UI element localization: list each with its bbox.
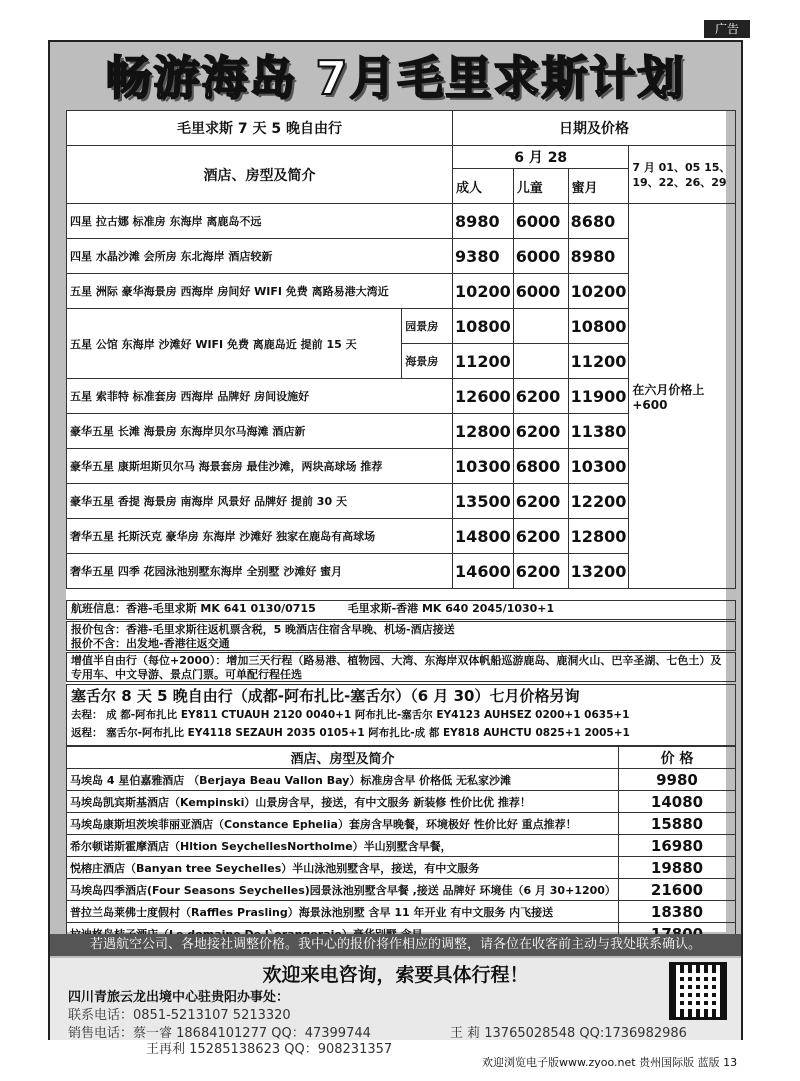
sey-hotel-desc: 希尔顿诺斯霍摩酒店（Hltion SeychellesNortholme）半山别墅含早餐，: [67, 835, 619, 857]
room-type-garden: 园景房: [402, 309, 453, 344]
july-note: 在六月价格上 +600: [629, 204, 736, 589]
sey-hotel-price: 14080: [619, 791, 736, 813]
sey-hotel-desc: 马埃岛四季酒店(Four Seasons Seychelles)园景泳池别墅含早餐 ,接送 品牌好 环境佳（6 月 30+1200）: [67, 879, 619, 901]
row-desc: 五星 索菲特 标准套房 西海岸 品牌好 房间设施好: [67, 379, 453, 414]
col-child: 儿童: [513, 169, 568, 204]
contact-phone: 联系电话：0851-5213107 5213320: [68, 1008, 291, 1023]
flight-info-back: 毛里求斯-香港 MK 640 2045/1030+1: [347, 602, 555, 615]
sey-hotel-desc: 马埃岛康斯坦茨埃菲丽亚酒店（Constance Ephelia）套房含早晚餐，环境极好 性价比好 重点推荐！: [67, 813, 619, 835]
honey-price: 10200: [568, 274, 629, 309]
honey-price: 8680: [568, 204, 629, 239]
mauritius-price-table: [66, 110, 736, 589]
child-price: 6000: [513, 204, 568, 239]
office-name: 四川青旅云龙出境中心驻贵阳办事处：: [68, 990, 290, 1005]
date-price-header: 日期及价格: [453, 111, 736, 146]
includes-text: 报价包含：香港-毛里求斯往返机票含税，5 晚酒店住宿含早晚、机场-酒店接送: [71, 623, 455, 636]
ad-frame: [48, 40, 743, 1057]
price-adjust-notice: 若遇航空公司、各地接社调整价格。我中心的报价将作相应的调整，请各位在收客前主动与我处联系确认。: [50, 934, 741, 956]
sey-hotel-price: 18380: [619, 901, 736, 923]
content-panel: [66, 110, 731, 932]
sey-price-header: 价 格: [619, 747, 736, 769]
honey-price: 11200: [568, 344, 629, 379]
sey-hotel-price: 9980: [619, 769, 736, 791]
col-honey: 蜜月: [568, 169, 629, 204]
sey-hotel-price: 19880: [619, 857, 736, 879]
row-desc: 奢华五星 四季 花园泳池别墅东海岸 全别墅 沙滩好 蜜月: [67, 554, 453, 589]
row-desc: 四星 拉古娜 标准房 东海岸 离鹿岛不远: [67, 204, 453, 239]
child-price: [513, 309, 568, 344]
row-desc: 豪华五星 长滩 海景房 东海岸贝尔马海滩 酒店新: [67, 414, 453, 449]
honey-price: 12800: [568, 519, 629, 554]
adult-price: 13500: [453, 484, 514, 519]
price-includes: [66, 621, 736, 651]
sey-hotel-header: 酒店、房型及简介: [67, 747, 619, 769]
seychelles-header: [66, 684, 736, 746]
flight-info: [66, 600, 736, 620]
return-flight: 返程： 塞舌尔-阿布扎比 EY4118 SEZAUH 2035 0105+1 阿布扎比-成 都 EY818 AUHCTU 0825+1 2005+1: [71, 727, 630, 739]
room-type-sea: 海景房: [402, 344, 453, 379]
excludes-text: 报价不含：出发地-香港往返交通: [71, 637, 230, 650]
honey-price: 10800: [568, 309, 629, 344]
page-footer: 欢迎浏览电子版www.zyoo.net 贵州国际版 蓝版 13: [482, 1056, 738, 1069]
child-price: 6200: [513, 379, 568, 414]
sey-hotel-price: 15880: [619, 813, 736, 835]
adult-price: 10300: [453, 449, 514, 484]
half-day-option: 增值半自由行（每位+2000）：增加三天行程（路易港、植物园、大湾、东海岸双体帆船巡游鹿岛、鹿洞火山、巴辛圣湖、七色土）及专用车、中文导游、景点门票。可单配行程任选: [66, 652, 736, 682]
outbound-flight: 去程： 成 都-阿布扎比 EY811 CTUAUH 2120 0040+1 阿布扎比-塞舌尔 EY4123 AUHSEZ 0200+1 0635+1: [71, 709, 630, 721]
child-price: 6200: [513, 484, 568, 519]
sales-contact-1: 销售电话：蔡一睿 18684101277 QQ：47399744: [68, 1026, 371, 1041]
hotel-header: 酒店、房型及简介: [67, 146, 453, 204]
adult-price: 12800: [453, 414, 514, 449]
row-desc: 豪华五星 康斯坦斯贝尔马 海景套房 最佳沙滩，两块高球场 推荐: [67, 449, 453, 484]
flight-info-out: 航班信息：香港-毛里求斯 MK 641 0130/0715: [71, 602, 316, 615]
honey-price: 10300: [568, 449, 629, 484]
qr-code-icon: [669, 962, 727, 1020]
sey-hotel-price: 16980: [619, 835, 736, 857]
sales-contact-2: 王 莉 13765028548 QQ:1736982986: [450, 1026, 687, 1041]
ad-tag: 广告: [704, 20, 750, 38]
col-adult: 成人: [453, 169, 514, 204]
honey-price: 11900: [568, 379, 629, 414]
sey-hotel-desc: 马埃岛 4 星伯嘉雅酒店 （Berjaya Beau Vallon Bay）标准房含早 价格低 无私家沙滩: [67, 769, 619, 791]
sey-hotel-price: 21600: [619, 879, 736, 901]
page-title: 畅游海岛 7月毛里求斯计划: [105, 51, 686, 105]
row-desc: 奢华五星 托斯沃克 豪华房 东海岸 沙滩好 独家在鹿岛有高球场: [67, 519, 453, 554]
row-desc: 四星 水晶沙滩 会所房 东北海岸 酒店较新: [67, 239, 453, 274]
date-1: 6 月 28: [453, 146, 629, 169]
seychelles-price-table: [66, 746, 736, 945]
adult-price: 14800: [453, 519, 514, 554]
child-price: 6000: [513, 239, 568, 274]
sey-hotel-desc: 马埃岛凯宾斯基酒店（Kempinski）山景房含早，接送，有中文服务 新装修 性价比优 推荐！: [67, 791, 619, 813]
adult-price: 12600: [453, 379, 514, 414]
welcome-banner: 欢迎来电咨询，索要具体行程！: [262, 964, 529, 986]
date-2: 7 月 01、05 15、19、22、26、29: [629, 146, 736, 204]
child-price: 6200: [513, 554, 568, 589]
contact-panel: [50, 958, 741, 1057]
honey-price: 13200: [568, 554, 629, 589]
mauritius-trip-title: 毛里求斯 7 天 5 晚自由行: [67, 111, 453, 146]
adult-price: 9380: [453, 239, 514, 274]
honey-price: 8980: [568, 239, 629, 274]
honey-price: 11380: [568, 414, 629, 449]
adult-price: 10200: [453, 274, 514, 309]
adult-price: 8980: [453, 204, 514, 239]
seychelles-title: 塞舌尔 8 天 5 晚自由行（成都-阿布扎比-塞舌尔）（6 月 30）七月价格另询: [71, 687, 580, 705]
child-price: 6000: [513, 274, 568, 309]
adult-price: 14600: [453, 554, 514, 589]
sey-hotel-desc: 悦榕庄酒店（Banyan tree Seychelles）半山泳池别墅含早，接送，有中文服务: [67, 857, 619, 879]
row-desc: 五星 洲际 豪华海景房 西海岸 房间好 WIFI 免费 离路易港大湾近: [67, 274, 453, 309]
child-price: [513, 344, 568, 379]
sey-hotel-desc: 普拉兰岛莱佛士度假村（Raffles Prasling）海景泳池别墅 含早 11 年开业 有中文服务 内飞接送: [67, 901, 619, 923]
child-price: 6200: [513, 414, 568, 449]
honey-price: 12200: [568, 484, 629, 519]
row-desc: 豪华五星 香提 海景房 南海岸 风景好 品牌好 提前 30 天: [67, 484, 453, 519]
row-desc: 五星 公馆 东海岸 沙滩好 WIFI 免费 离鹿岛近 提前 15 天: [67, 309, 402, 379]
child-price: 6800: [513, 449, 568, 484]
adult-price: 10800: [453, 309, 514, 344]
sales-contact-3: 王再利 15285138623 QQ：908231357: [146, 1042, 393, 1057]
child-price: 6200: [513, 519, 568, 554]
adult-price: 11200: [453, 344, 514, 379]
